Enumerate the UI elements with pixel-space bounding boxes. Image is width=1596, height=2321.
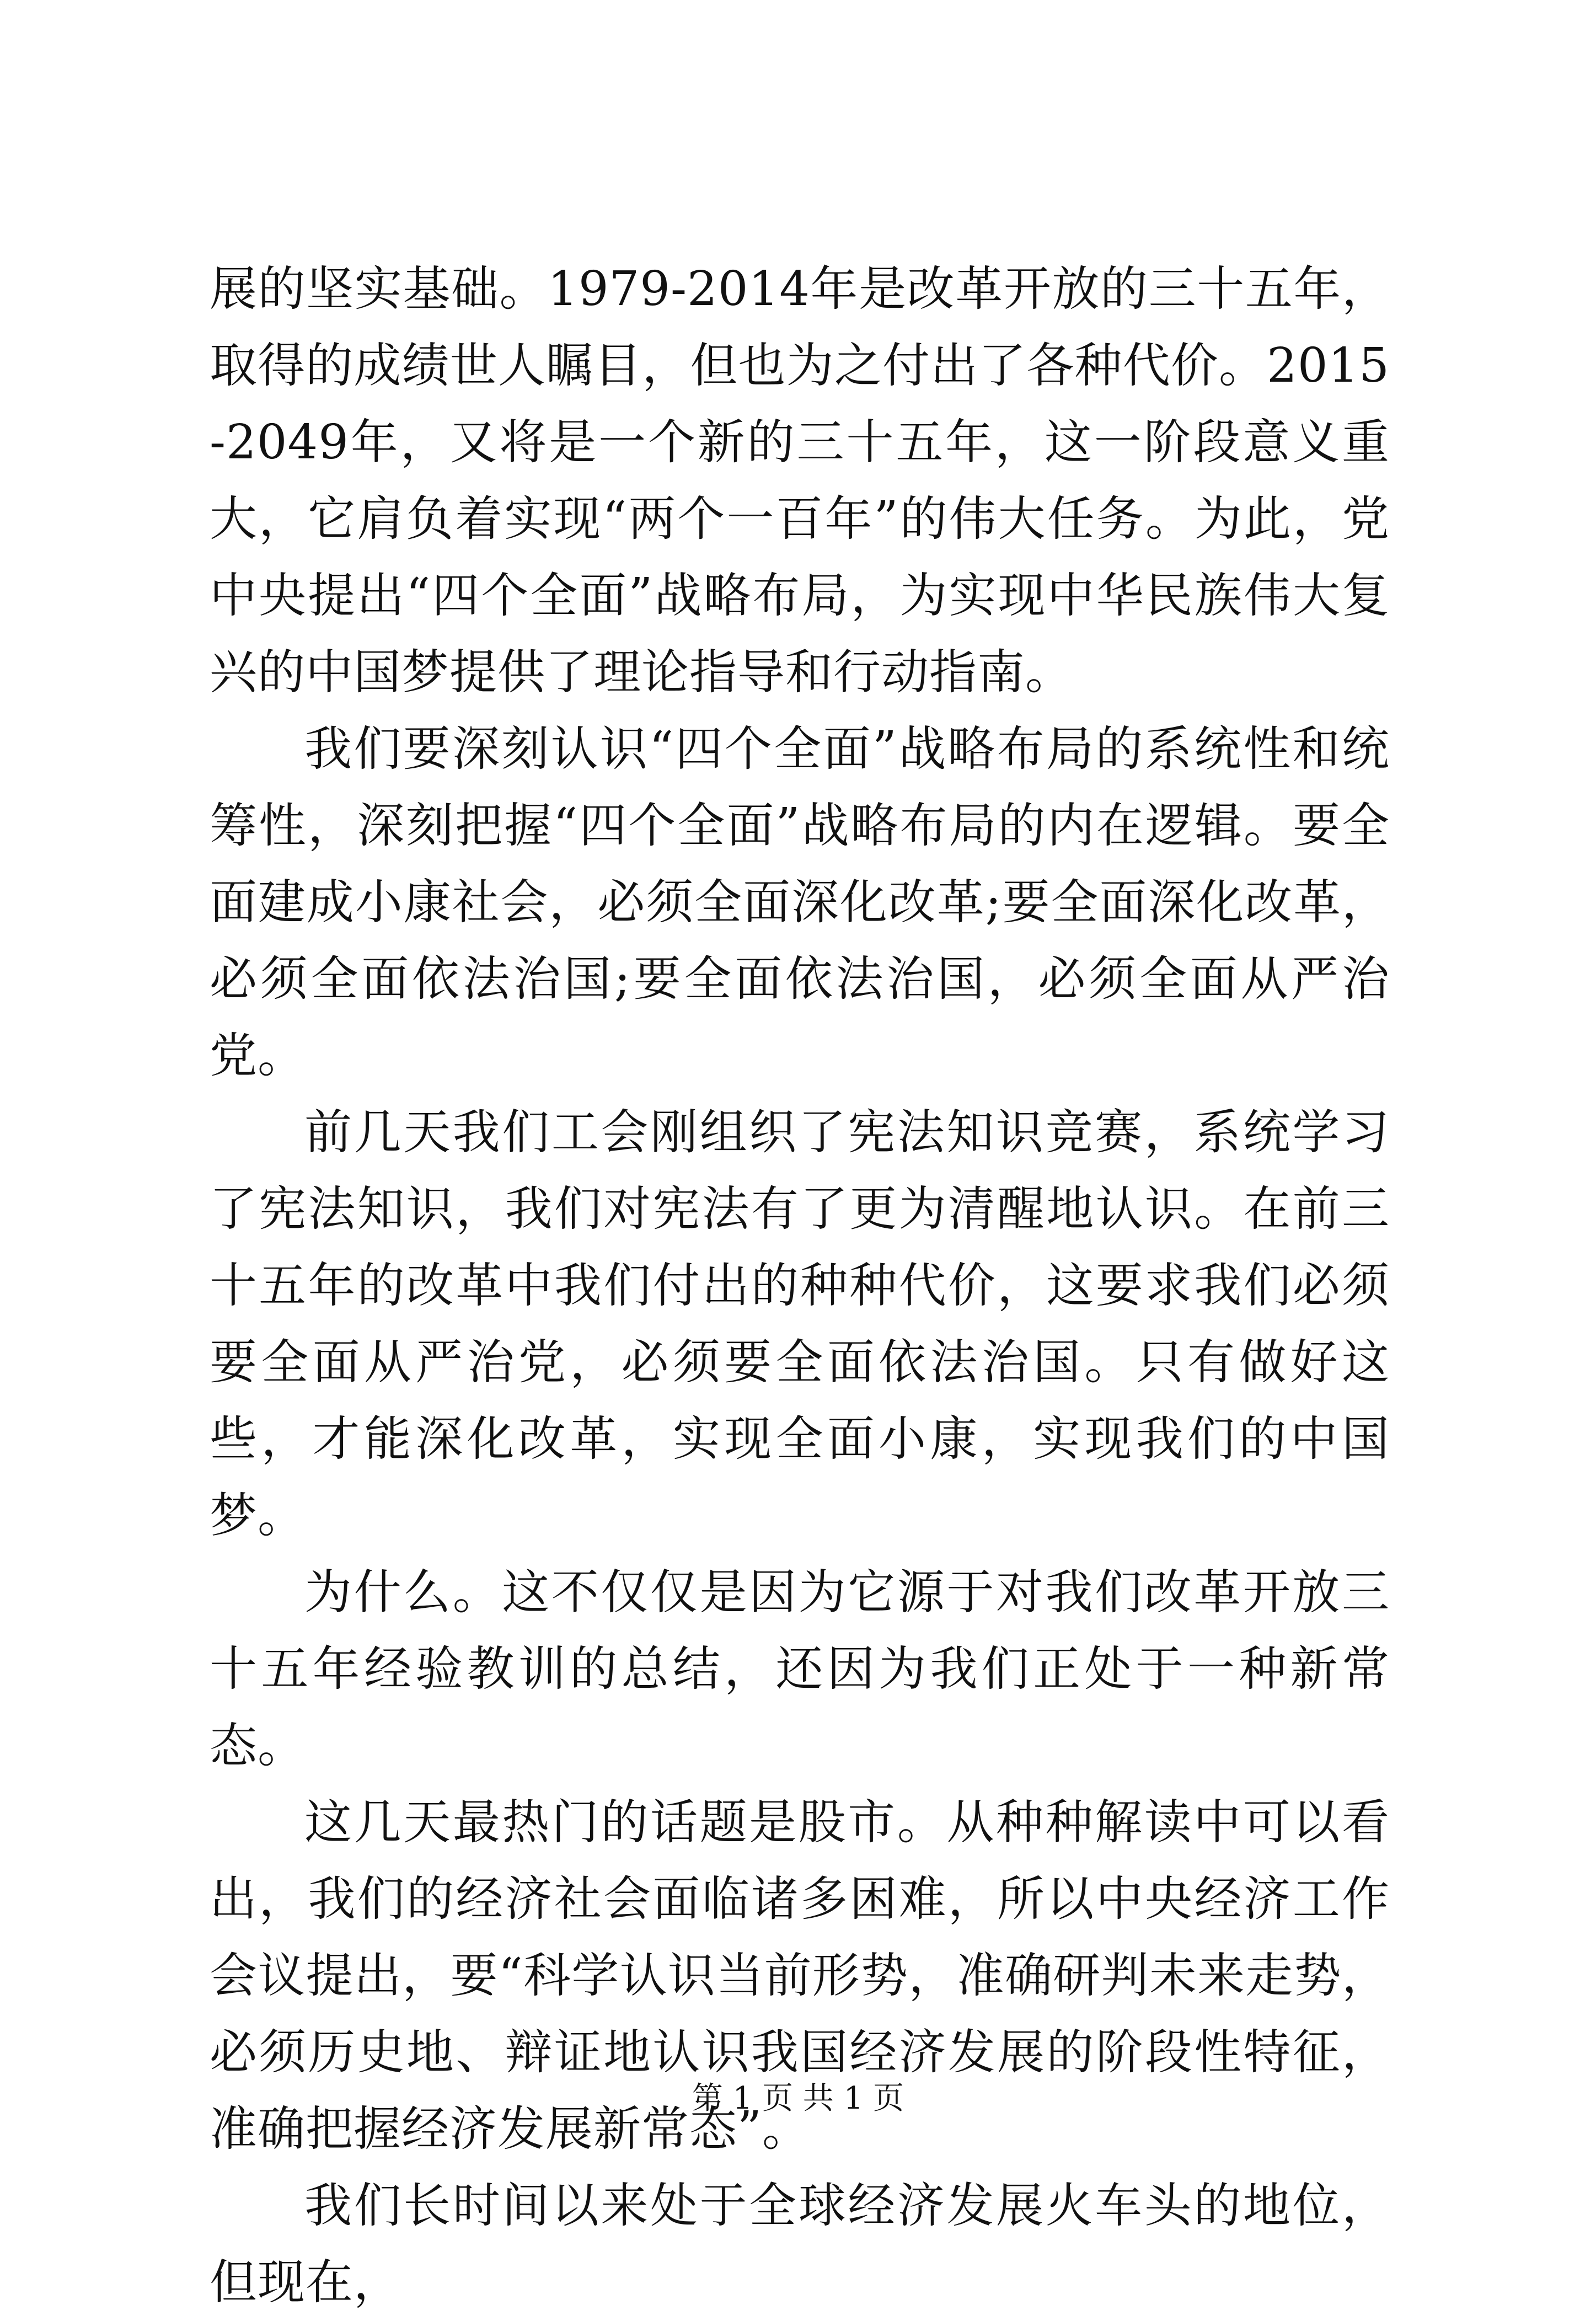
paragraph-2: 我们要深刻认识“四个全面”战略布局的系统性和统筹性，深刻把握“四个全面”战略布局的内在逻辑。要全面建成小康社会，必须全面深化改革;要全面深化改革，必须全面依法治国;要全面依法治国，必须全面从严治党。 (210, 721, 1390, 1083)
paragraph-5: 这几天最热门的话题是股市。从种种解读中可以看出，我们的经济社会面临诸多困难，所以中央经济工作会议提出，要“科学认识当前形势，准确研判未来走势，必须历史地、辩证地认识我国经济发展的阶段性特征，准确把握经济发展新常态”。 (210, 1795, 1390, 2157)
paragraph-1: 展的坚实基础。1979-2014年是改革开放的三十五年，取得的成绩世人瞩目，但也为之付出了各种代价。2015-2049年，又将是一个新的三十五年，这一阶段意义重大，它肩负着实现“两个一百年”的伟大任务。为此，党中央提出“四个全面”战略布局，为实现中华民族伟大复兴的中国梦提供了理论指导和行动指南。 (210, 261, 1390, 700)
paragraph-3: 前几天我们工会刚组织了宪法知识竞赛，系统学习了宪法知识，我们对宪法有了更为清醒地认识。在前三十五年的改革中我们付出的种种代价，这要求我们必须要全面从严治党，必须要全面依法治国。只有做好这些，才能深化改革，实现全面小康，实现我们的中国梦。 (210, 1105, 1390, 1543)
page-number-label: 第 1 页 共 1 页 (692, 2081, 904, 2116)
document-body (210, 251, 1390, 2321)
paragraph-4: 为什么。这不仅仅是因为它源于对我们改革开放三十五年经验教训的总结，还因为我们正处于一种新常态。 (210, 1565, 1390, 1773)
paragraph-6: 我们长时间以来处于全球经济发展火车头的地位，但现在， (210, 2178, 1390, 2310)
page-footer (0, 2079, 1596, 2118)
